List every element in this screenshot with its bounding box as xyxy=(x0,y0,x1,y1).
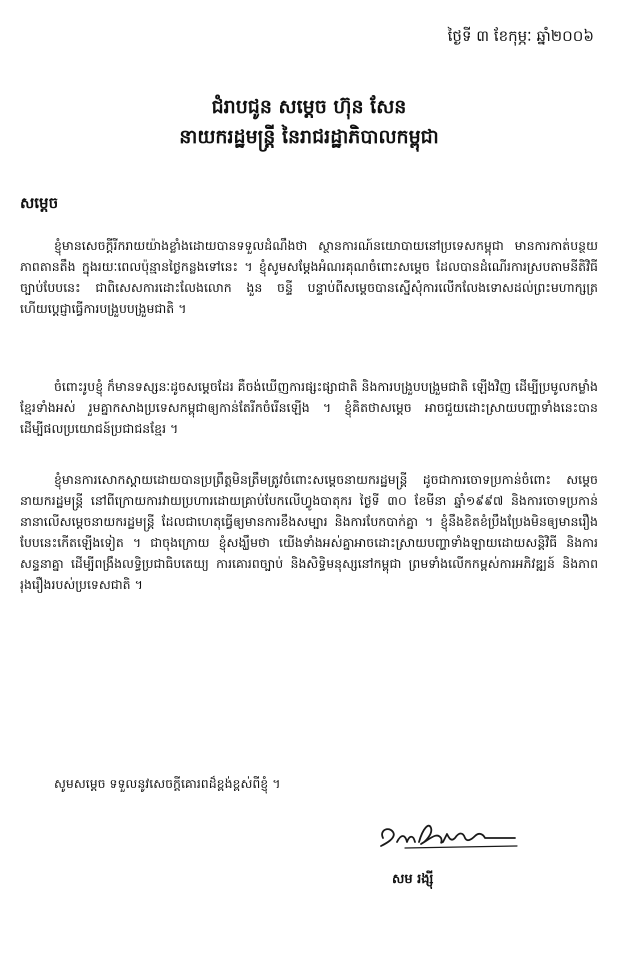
recipient-line: ជំរាបជូន សម្តេច ហ៊ុន សែន xyxy=(211,96,407,118)
body-paragraph-2-text: ចំពោះរូបខ្ញុំ ក៏មានទស្សនៈដូចសម្តេចដែរ គឺចង់ឃើញការផ្សះផ្សាជាតិ និងការបង្រួបបង្រួមជាតិ ឡើងវិញ ដើម្បីប្រមូលកម្លាំងខ្មែរទាំងអស់ រួមគ្នាកសាងប្រទេសកម្ពុជាឲ្យកាន់តែរីកចំរើនឡើង ។ ខ្ញុំគិតថាសម្តេច អាចជួយដោះស្រាយបញ្ហាទាំងនេះបាន ដើម្បីផលប្រយោជន៍ប្រជាជនខ្មែរ ។ xyxy=(20,379,598,436)
recipient-title: នាយករដ្ឋមន្ត្រី នៃរាជរដ្ឋាភិបាលកម្ពុជា xyxy=(179,126,439,148)
signer-name: សម រង្ស៊ី xyxy=(392,872,434,887)
body-paragraph-2 xyxy=(20,376,598,439)
handwritten-signature xyxy=(375,808,525,858)
body-paragraph-3 xyxy=(20,469,598,595)
closing-line: សូមសម្តេច ទទួលនូវសេចក្តីគោរពដ៏ខ្ពង់ខ្ពស់ពីខ្ញុំ ។ xyxy=(54,776,281,791)
body-paragraph-1 xyxy=(20,235,598,319)
body-paragraph-3-text: ខ្ញុំមានការសោកស្តាយដោយបានប្រព្រឹត្តមិនត្រឹមត្រូវចំពោះសម្តេចនាយករដ្ឋមន្ត្រី ដូចជាការចោទប្រកាន់ចំពោះ សម្តេចនាយករដ្ឋមន្ត្រី នៅពីក្រោយការវាយប្រហារដោយគ្រាប់បែកលើហ្វូងបាតុករ ថ្ងៃទី ៣០ ខែមីនា ឆ្នាំ១៩៩៧ និងការចោទប្រកាន់នានាលើសម្តេចនាយករដ្ឋមន្ត្រី ដែលជាហេតុធ្វើឲ្យមានការខឹងសម្បារ និងការបែកបាក់គ្នា ។ ខ្ញុំនឹងខិតខំប្រឹងប្រែងមិនឲ្យមានរឿងបែបនេះកើតឡើងទៀត ។ ជាចុងក្រោយ ខ្ញុំសង្ឃឹមថា យើងទាំងអស់គ្នាអាចដោះស្រាយបញ្ហាទាំងឡាយដោយសន្តិវិធី និងការសន្ទនាគ្នា ដើម្បីពង្រឹងលទ្ធិប្រជាធិបតេយ្យ ការគោរពច្បាប់ និងសិទ្ធិមនុស្សនៅកម្ពុជា ព្រមទាំងលើកកម្ពស់ការអភិវឌ្ឍន៍ និងភាពរុងរឿងរបស់ប្រទេសជាតិ ។ xyxy=(20,472,598,592)
salutation: សម្តេច xyxy=(20,194,59,212)
letter-date: ថ្ងៃទី ៣ ខែកុម្ភៈ ឆ្នាំ២០០៦ xyxy=(447,27,594,45)
body-paragraph-1-text: ខ្ញុំមានសេចក្តីរីករាយយ៉ាងខ្លាំងដោយបានទទួលដំណឹងថា ស្ថានការណ៍នយោបាយនៅប្រទេសកម្ពុជា មានការកាត់បន្ថយភាពតានតឹង ក្នុងរយៈពេលប៉ុន្មានថ្ងៃកន្លងទៅនេះ ។ ខ្ញុំសូមសម្តែងអំណរគុណចំពោះសម្តេច ដែលបានដំណើរការស្របតាមនីតិវិធីច្បាប់បែបនេះ ជាពិសេសការដោះលែងលោក ងួន ចន្ទី បន្ទាប់ពីសម្តេចបានស្នើសុំការលើកលែងទោសដល់ព្រះមហាក្សត្រ ហើយប្តេជ្ញាធ្វើការបង្រួបបង្រួមជាតិ ។ xyxy=(20,238,598,316)
